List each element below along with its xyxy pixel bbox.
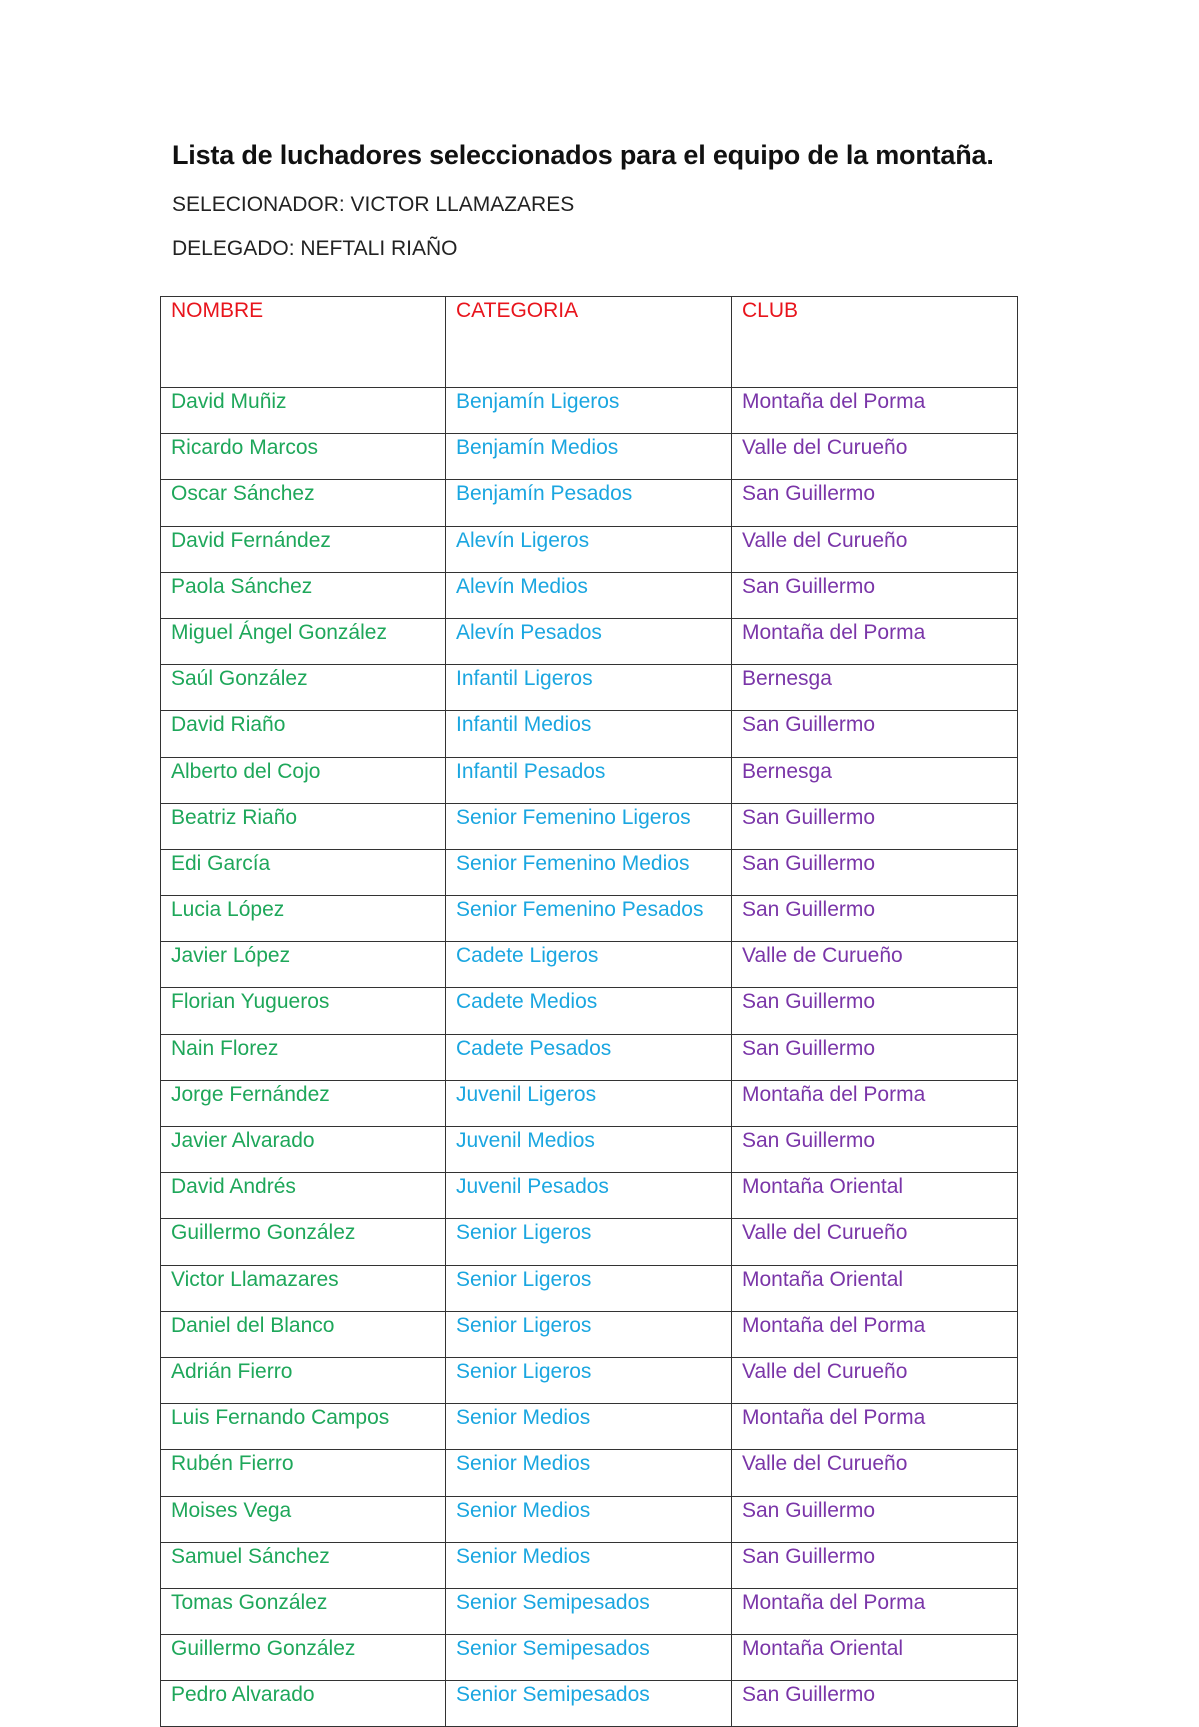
table-header-row xyxy=(161,297,1018,388)
cell-categoria: Senior Femenino Ligeros xyxy=(446,803,732,849)
cell-club: San Guillermo xyxy=(732,896,1018,942)
cell-categoria: Benjamín Pesados xyxy=(446,480,732,526)
header-categoria: CATEGORIA xyxy=(446,297,732,388)
cell-nombre: Rubén Fierro xyxy=(161,1450,446,1496)
cell-club: San Guillermo xyxy=(732,849,1018,895)
cell-nombre: Javier Alvarado xyxy=(161,1127,446,1173)
cell-nombre: David Riaño xyxy=(161,711,446,757)
cell-nombre: Samuel Sánchez xyxy=(161,1542,446,1588)
cell-club: Valle de Curueño xyxy=(732,942,1018,988)
cell-club: Valle del Curueño xyxy=(732,1219,1018,1265)
cell-categoria: Alevín Ligeros xyxy=(446,526,732,572)
table-row xyxy=(161,665,1018,711)
table-row xyxy=(161,1080,1018,1126)
cell-categoria: Senior Femenino Medios xyxy=(446,849,732,895)
cell-categoria: Senior Semipesados xyxy=(446,1588,732,1634)
cell-nombre: Adrián Fierro xyxy=(161,1357,446,1403)
header-club: CLUB xyxy=(732,297,1018,388)
cell-club: Valle del Curueño xyxy=(732,526,1018,572)
cell-categoria: Senior Medios xyxy=(446,1404,732,1450)
table-row xyxy=(161,480,1018,526)
cell-club: Valle del Curueño xyxy=(732,1450,1018,1496)
cell-nombre: Ricardo Marcos xyxy=(161,434,446,480)
cell-categoria: Cadete Medios xyxy=(446,988,732,1034)
table-row xyxy=(161,434,1018,480)
table-row xyxy=(161,1173,1018,1219)
cell-categoria: Senior Ligeros xyxy=(446,1219,732,1265)
table-row xyxy=(161,1450,1018,1496)
cell-categoria: Senior Medios xyxy=(446,1496,732,1542)
cell-categoria: Senior Ligeros xyxy=(446,1311,732,1357)
cell-categoria: Senior Ligeros xyxy=(446,1357,732,1403)
cell-categoria: Infantil Medios xyxy=(446,711,732,757)
selector-line: SELECIONADOR: VICTOR LLAMAZARES xyxy=(172,193,575,216)
cell-club: Montaña del Porma xyxy=(732,1080,1018,1126)
cell-nombre: Victor Llamazares xyxy=(161,1265,446,1311)
cell-categoria: Senior Medios xyxy=(446,1450,732,1496)
table-row xyxy=(161,1635,1018,1681)
table-row xyxy=(161,1357,1018,1403)
cell-club: Montaña del Porma xyxy=(732,618,1018,664)
cell-nombre: Saúl González xyxy=(161,665,446,711)
cell-nombre: Paola Sánchez xyxy=(161,572,446,618)
table-row xyxy=(161,572,1018,618)
cell-categoria: Senior Medios xyxy=(446,1542,732,1588)
cell-nombre: Oscar Sánchez xyxy=(161,480,446,526)
cell-nombre: Daniel del Blanco xyxy=(161,1311,446,1357)
cell-categoria: Benjamín Ligeros xyxy=(446,388,732,434)
cell-club: San Guillermo xyxy=(732,1681,1018,1727)
document-title: Lista de luchadores seleccionados para el equipo de la montaña. xyxy=(172,140,994,170)
cell-club: San Guillermo xyxy=(732,711,1018,757)
cell-categoria: Cadete Pesados xyxy=(446,1034,732,1080)
table-row xyxy=(161,711,1018,757)
cell-nombre: Luis Fernando Campos xyxy=(161,1404,446,1450)
cell-categoria: Juvenil Medios xyxy=(446,1127,732,1173)
cell-club: Bernesga xyxy=(732,757,1018,803)
table-row xyxy=(161,1219,1018,1265)
cell-nombre: Alberto del Cojo xyxy=(161,757,446,803)
table-row xyxy=(161,1496,1018,1542)
table-row xyxy=(161,849,1018,895)
cell-club: Montaña del Porma xyxy=(732,1588,1018,1634)
header-nombre: NOMBRE xyxy=(161,297,446,388)
cell-categoria: Senior Ligeros xyxy=(446,1265,732,1311)
cell-nombre: Florian Yugueros xyxy=(161,988,446,1034)
cell-nombre: Nain Florez xyxy=(161,1034,446,1080)
table-row xyxy=(161,1265,1018,1311)
cell-club: San Guillermo xyxy=(732,803,1018,849)
cell-club: Montaña Oriental xyxy=(732,1635,1018,1681)
cell-club: San Guillermo xyxy=(732,572,1018,618)
cell-categoria: Senior Femenino Pesados xyxy=(446,896,732,942)
cell-nombre: David Muñiz xyxy=(161,388,446,434)
table-row xyxy=(161,988,1018,1034)
cell-nombre: Moises Vega xyxy=(161,1496,446,1542)
cell-nombre: Guillermo González xyxy=(161,1219,446,1265)
cell-club: Valle del Curueño xyxy=(732,434,1018,480)
table-row xyxy=(161,803,1018,849)
cell-nombre: Beatriz Riaño xyxy=(161,803,446,849)
cell-club: San Guillermo xyxy=(732,1542,1018,1588)
cell-club: Montaña del Porma xyxy=(732,1311,1018,1357)
table-row xyxy=(161,526,1018,572)
cell-categoria: Cadete Ligeros xyxy=(446,942,732,988)
table-row xyxy=(161,896,1018,942)
cell-nombre: Lucia López xyxy=(161,896,446,942)
cell-categoria: Infantil Pesados xyxy=(446,757,732,803)
table-row xyxy=(161,1404,1018,1450)
cell-club: Montaña del Porma xyxy=(732,388,1018,434)
table-row xyxy=(161,757,1018,803)
cell-categoria: Senior Semipesados xyxy=(446,1635,732,1681)
cell-club: Valle del Curueño xyxy=(732,1357,1018,1403)
table-row xyxy=(161,1542,1018,1588)
delegate-line: DELEGADO: NEFTALI RIAÑO xyxy=(172,237,458,260)
roster-table xyxy=(160,296,1018,1727)
table-row xyxy=(161,942,1018,988)
cell-categoria: Infantil Ligeros xyxy=(446,665,732,711)
cell-nombre: David Fernández xyxy=(161,526,446,572)
table-row xyxy=(161,618,1018,664)
cell-nombre: Edi García xyxy=(161,849,446,895)
cell-club: Montaña Oriental xyxy=(732,1265,1018,1311)
table-row xyxy=(161,1311,1018,1357)
cell-categoria: Juvenil Pesados xyxy=(446,1173,732,1219)
table-row xyxy=(161,1588,1018,1634)
cell-club: San Guillermo xyxy=(732,480,1018,526)
cell-club: San Guillermo xyxy=(732,1496,1018,1542)
table-row xyxy=(161,388,1018,434)
cell-nombre: David Andrés xyxy=(161,1173,446,1219)
cell-club: Montaña Oriental xyxy=(732,1173,1018,1219)
cell-nombre: Pedro Alvarado xyxy=(161,1681,446,1727)
cell-club: Bernesga xyxy=(732,665,1018,711)
cell-categoria: Senior Semipesados xyxy=(446,1681,732,1727)
cell-categoria: Juvenil Ligeros xyxy=(446,1080,732,1126)
cell-nombre: Jorge Fernández xyxy=(161,1080,446,1126)
cell-nombre: Guillermo González xyxy=(161,1635,446,1681)
table-row xyxy=(161,1127,1018,1173)
roster-body xyxy=(161,388,1018,1727)
cell-categoria: Alevín Medios xyxy=(446,572,732,618)
cell-club: San Guillermo xyxy=(732,1034,1018,1080)
cell-categoria: Benjamín Medios xyxy=(446,434,732,480)
cell-club: San Guillermo xyxy=(732,1127,1018,1173)
table-row xyxy=(161,1034,1018,1080)
cell-club: Montaña del Porma xyxy=(732,1404,1018,1450)
cell-categoria: Alevín Pesados xyxy=(446,618,732,664)
cell-nombre: Miguel Ángel González xyxy=(161,618,446,664)
cell-club: San Guillermo xyxy=(732,988,1018,1034)
cell-nombre: Tomas González xyxy=(161,1588,446,1634)
table-row xyxy=(161,1681,1018,1727)
cell-nombre: Javier López xyxy=(161,942,446,988)
